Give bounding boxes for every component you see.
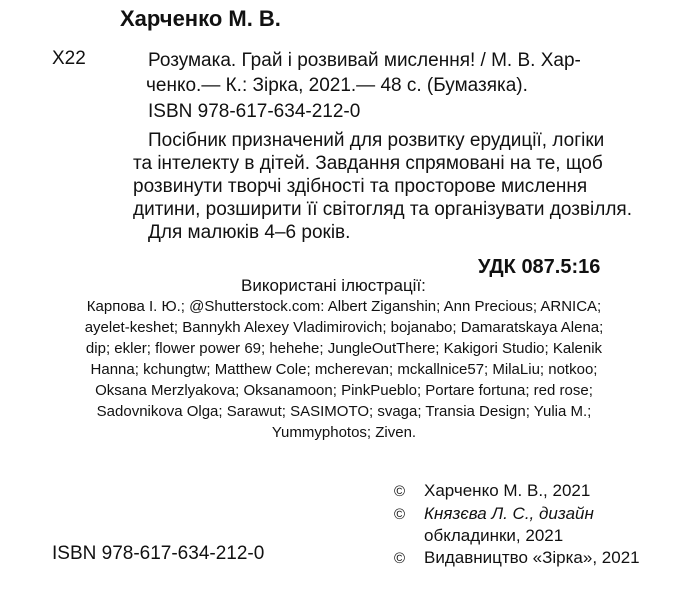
annotation-line: Для малюків 4–6 років. <box>148 222 351 243</box>
credit-line: ayelet-keshet; Bannykh Alexey Vladimirovich; bojanabo; Damaratskaya Alena; <box>84 319 604 336</box>
illustrations-heading: Використані ілюстрації: <box>241 276 426 295</box>
copyright-publisher <box>394 547 640 569</box>
illustrations-credits <box>49 296 639 443</box>
isbn-top: ISBN 978-617-634-212-0 <box>148 101 361 122</box>
annotation-line: Посібник призначений для розвитку ерудиції, логіки <box>148 130 605 151</box>
copyright-text-continued: обкладинки, 2021 <box>424 526 564 545</box>
credit-line: dip; ekler; flower power 69; hehehe; JungleOutThere; Kakigori Studio; Kalenik <box>85 340 603 357</box>
credit-line: Карпова І. Ю.; @Shutterstock.com: Albert Ziganshin; Ann Precious; ARNICA; <box>86 298 602 315</box>
biblio-line-2: ченко.— К.: Зірка, 2021.— 48 с. (Бумазяка). <box>146 75 528 96</box>
credit-line: Oksana Merzlyakova; Oksanamoon; PinkPueblo; Portare fortuna; red rose; <box>95 382 593 399</box>
credit-line: Hanna; kchungtw; Matthew Cole; mcherevan; mckallnice57; MilaLiu; notkoo; <box>90 361 598 378</box>
annotation-line: та інтелекту в дітей. Завдання спрямовані на те, щоб <box>133 153 603 174</box>
copyright-author <box>394 480 590 502</box>
copyright-icon: © <box>394 483 406 500</box>
credit-line: Sadovnikova Olga; Sarawut; SASIMOTO; svaga; Transia Design; Yulia M.; <box>96 403 592 420</box>
annotation-line: розвинути творчі здібності та просторове мислення <box>133 176 588 197</box>
copyright-cover-design <box>394 503 594 546</box>
credit-line: Yummyphotos; Ziven. <box>271 424 417 441</box>
udk-code: УДК 087.5:16 <box>478 256 601 278</box>
annotation-line: дитини, розширити її світогляд та організувати дозвілля. <box>133 199 632 220</box>
copyright-icon: © <box>394 550 406 567</box>
bibliographic-description <box>148 48 581 98</box>
copyright-text: Харченко М. В., 2021 <box>424 481 591 500</box>
isbn-bottom: ISBN 978-617-634-212-0 <box>52 543 265 564</box>
annotation <box>133 129 632 244</box>
biblio-line-1: Розумака. Грай і розвивай мислення! / М. В. Хар- <box>148 50 581 71</box>
copyright-icon: © <box>394 506 406 523</box>
classification-code: Х22 <box>52 48 86 69</box>
copyright-text: Видавництво «Зірка», 2021 <box>424 548 640 567</box>
copyright-text: Князєва Л. С., дизайн <box>424 504 594 523</box>
author-heading: Харченко М. В. <box>120 6 281 31</box>
